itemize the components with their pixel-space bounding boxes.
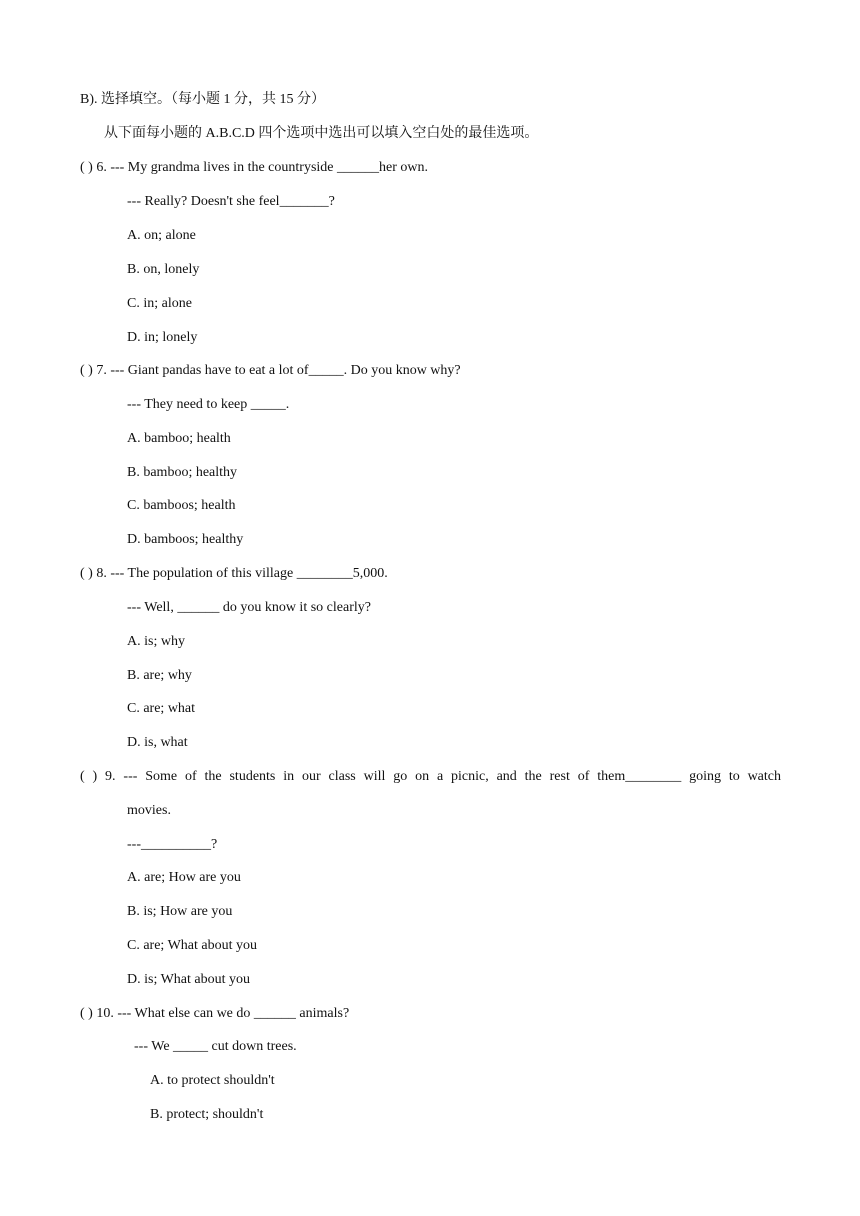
question-8-option-d: D. is, what xyxy=(127,735,188,750)
question-10-option-b: B. protect; shouldn't xyxy=(150,1107,264,1122)
question-8-reply: --- Well, ______ do you know it so clearly? xyxy=(127,600,371,615)
question-9-option-d: D. is; What about you xyxy=(127,972,251,987)
question-7-option-c: C. bamboos; health xyxy=(127,498,236,513)
section-instruction: 从下面每小题的 A.B.C.D 四个选项中选出可以填入空白处的最佳选项。 xyxy=(104,126,539,141)
question-6-stem: ( ) 6. --- My grandma lives in the countryside ______her own. xyxy=(80,160,428,175)
question-7-option-b: B. bamboo; healthy xyxy=(127,465,238,480)
question-7-stem: ( ) 7. --- Giant pandas have to eat a lot of_____. Do you know why? xyxy=(80,363,461,378)
question-10-reply: --- We _____ cut down trees. xyxy=(134,1039,297,1054)
question-7-option-d: D. bamboos; healthy xyxy=(127,532,244,547)
question-7-option-a: A. bamboo; health xyxy=(127,431,231,446)
question-10-stem: ( ) 10. --- What else can we do ______ animals? xyxy=(80,1006,350,1021)
question-9-option-c: C. are; What about you xyxy=(127,938,257,953)
section-heading: B). 选择填空。（每小题 1 分，共 15 分） xyxy=(80,92,325,107)
question-8-option-b: B. are; why xyxy=(127,668,192,683)
question-6-reply: --- Really? Doesn't she feel_______? xyxy=(127,194,335,209)
question-6-option-b: B. on, lonely xyxy=(127,262,200,277)
question-8-stem: ( ) 8. --- The population of this village ________5,000. xyxy=(80,566,388,581)
question-9-stem-continued: movies. xyxy=(127,803,171,818)
question-8-option-a: A. is; why xyxy=(127,634,185,649)
question-7-reply: --- They need to keep _____. xyxy=(127,397,290,412)
question-9-reply: ---__________? xyxy=(127,837,218,852)
question-6-option-a: A. on; alone xyxy=(127,228,196,243)
question-6-option-c: C. in; alone xyxy=(127,296,192,311)
question-8-option-c: C. are; what xyxy=(127,701,196,716)
question-9-option-b: B. is; How are you xyxy=(127,904,233,919)
question-10-option-a: A. to protect shouldn't xyxy=(150,1073,275,1088)
question-6-option-d: D. in; lonely xyxy=(127,330,198,345)
question-9-stem: ( ) 9. --- Some of the students in our class will go on a picnic, and the rest of them________ going to watch xyxy=(80,769,781,784)
question-9-option-a: A. are; How are you xyxy=(127,870,241,885)
